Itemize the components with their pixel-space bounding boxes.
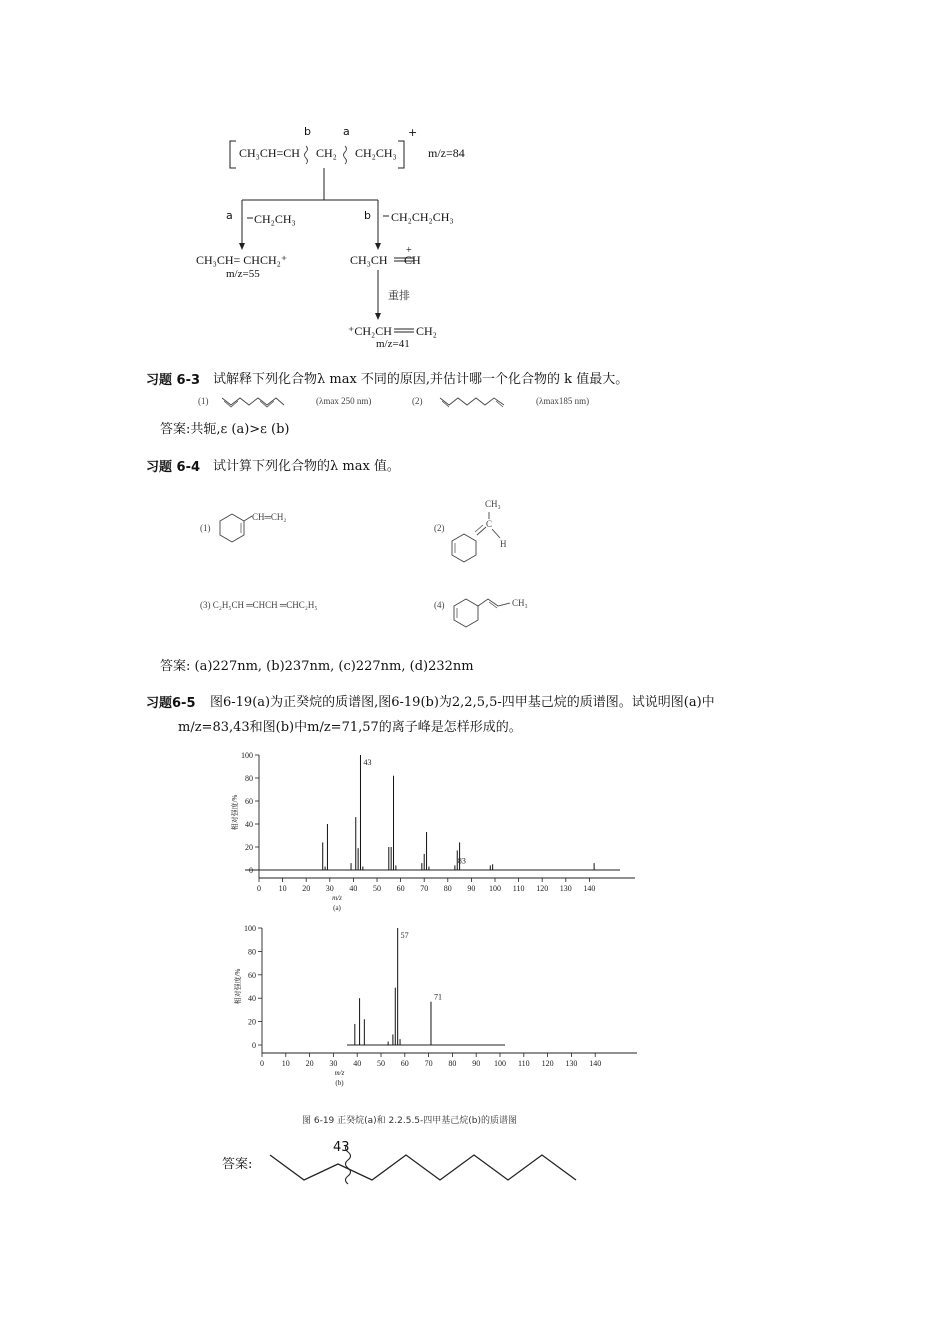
ex64-label: 习题 6-4 bbox=[146, 460, 201, 475]
ex65-question-line1: 图6-19(a)为正癸烷的质谱图,图6-19(b)为2,2,5,5-四甲基己烷的质谱图。试说明图(a)中 bbox=[210, 695, 715, 710]
ex63-c2-structure bbox=[440, 395, 520, 409]
ex64-c1-num: (1) bbox=[200, 523, 211, 533]
y-tick-label-b: 40 bbox=[248, 994, 256, 1004]
ex63-c2-lambda: (λmax185 nm) bbox=[536, 396, 590, 406]
y-tick-label-b: 100 bbox=[244, 924, 256, 933]
product-b-end: CH bbox=[404, 253, 421, 267]
product-a: CH₃CH= CHCH₂⁺ bbox=[196, 253, 288, 267]
y-tick-label-b: 20 bbox=[248, 1017, 256, 1027]
peak-label-b: 57 bbox=[400, 931, 409, 940]
ex64-c3: (3) C₂H₅CH ═CHCH ═CHC₂H₅ bbox=[200, 600, 318, 610]
x-tick-label-a: 140 bbox=[583, 884, 596, 893]
ex64-c4-ch3: CH₃ bbox=[512, 598, 528, 608]
ex63-c1-num: (1) bbox=[198, 396, 209, 406]
subplot-label-a: (a) bbox=[333, 904, 341, 912]
molecular-ion-end: CH₂CH₃ bbox=[355, 146, 397, 160]
ex64-c2-num: (2) bbox=[434, 523, 445, 533]
peak-label-b: 71 bbox=[433, 992, 442, 1002]
charge-sign: + bbox=[408, 126, 418, 139]
x-tick-label-a: 30 bbox=[325, 884, 334, 893]
branch-a-loss: CH₂CH₃ bbox=[254, 212, 296, 226]
ex63-c1-structure bbox=[222, 395, 302, 409]
x-tick-label-a: 20 bbox=[302, 884, 311, 893]
ex65-question-line2: m/z=83,43和图(b)中m/z=71,57的离子峰是怎样形成的。 bbox=[178, 720, 522, 735]
y-tick-label-b: 80 bbox=[248, 947, 256, 957]
y-tick-label-a: 40 bbox=[245, 820, 253, 829]
y-tick-label-a: 20 bbox=[245, 843, 253, 852]
ex63-label: 习题 6-3 bbox=[146, 373, 201, 388]
ex65-answer-label: 答案: bbox=[222, 1157, 253, 1172]
parent-mz: m/z=84 bbox=[428, 146, 465, 160]
product-a-mz: m/z=55 bbox=[226, 268, 260, 280]
peak-label-a: 43 bbox=[363, 758, 372, 767]
mass-spectra bbox=[0, 740, 950, 1140]
branch-a-label: a bbox=[226, 209, 233, 222]
y-tick-label-a: 80 bbox=[245, 774, 253, 783]
y-tick-label-a: 100 bbox=[241, 751, 253, 760]
x-tick-label-a: 10 bbox=[278, 884, 287, 893]
x-tick-label-b: 70 bbox=[424, 1059, 433, 1068]
x-tick-label-a: 130 bbox=[559, 884, 572, 893]
x-axis-title-b: m/z bbox=[334, 1069, 345, 1077]
ex65-label: 习题6-5 bbox=[146, 696, 196, 711]
ex64-c4-num: (4) bbox=[434, 600, 445, 610]
x-axis-title-a: m/z bbox=[332, 894, 342, 902]
y-tick-label-b: 60 bbox=[248, 970, 256, 980]
x-tick-label-a: 100 bbox=[489, 884, 501, 893]
molecular-ion-mid: CH₂ bbox=[316, 146, 337, 160]
y-axis-title-b: 相对强度/% bbox=[234, 968, 242, 1005]
ex64-question: 试计算下列化合物的λ max 值。 bbox=[213, 459, 400, 474]
ex65-answer-cut-label: 43 bbox=[333, 1140, 350, 1155]
product-c-mz: m/z=41 bbox=[376, 338, 410, 350]
ex64-c2-ch3: CH₃ bbox=[485, 499, 501, 509]
ex64-c2-h: H bbox=[500, 539, 507, 549]
peak-label-a: 83 bbox=[457, 856, 466, 866]
x-tick-label-a: 60 bbox=[396, 884, 405, 893]
x-tick-label-b: 100 bbox=[494, 1059, 506, 1068]
decane-skeleton bbox=[260, 1152, 600, 1202]
x-tick-label-b: 80 bbox=[448, 1059, 457, 1068]
product-c: ⁺CH₂CH bbox=[348, 324, 392, 338]
x-tick-label-b: 130 bbox=[565, 1059, 578, 1068]
x-tick-label-b: 10 bbox=[281, 1059, 290, 1068]
ex63-c2-num: (2) bbox=[412, 396, 423, 406]
y-axis-title-a: 相对强度/% bbox=[231, 794, 239, 831]
x-tick-label-a: 0 bbox=[257, 884, 261, 893]
rearrange-label: 重排 bbox=[388, 289, 410, 302]
subplot-label-b: (b) bbox=[335, 1079, 344, 1087]
ex64-answer: 答案: (a)227nm, (b)237nm, (c)227nm, (d)232nm bbox=[160, 659, 474, 674]
x-tick-label-b: 0 bbox=[260, 1059, 264, 1068]
x-tick-label-a: 80 bbox=[443, 884, 452, 893]
x-tick-label-b: 140 bbox=[589, 1059, 602, 1068]
x-tick-label-a: 70 bbox=[420, 884, 429, 893]
x-tick-label-a: 120 bbox=[536, 884, 549, 893]
y-tick-label-b: 0 bbox=[252, 1041, 256, 1050]
x-tick-label-a: 90 bbox=[467, 884, 476, 893]
product-b: CH₃CH bbox=[350, 253, 388, 267]
x-tick-label-b: 110 bbox=[517, 1059, 530, 1068]
y-tick-label-a: 60 bbox=[245, 797, 253, 806]
cleavage-a-label: a bbox=[343, 125, 350, 138]
x-tick-label-b: 120 bbox=[541, 1059, 554, 1068]
scheme-lines bbox=[0, 0, 950, 360]
x-tick-label-a: 110 bbox=[512, 884, 525, 893]
product-c-end: CH₂ bbox=[416, 324, 437, 338]
figure-caption: 图 6-19 正癸烷(a)和 2.2.5.5-四甲基己烷(b)的质谱图 bbox=[302, 1116, 518, 1126]
product-b-charge: + bbox=[406, 245, 412, 256]
x-tick-label-b: 60 bbox=[400, 1059, 409, 1068]
ex64-c2-structure bbox=[450, 507, 520, 567]
x-tick-label-b: 40 bbox=[353, 1059, 362, 1068]
ex64-c2-c: C bbox=[486, 519, 493, 529]
ex64-c1-sub: CH═CH₂ bbox=[252, 512, 287, 522]
x-tick-label-b: 30 bbox=[329, 1059, 338, 1068]
x-tick-label-a: 50 bbox=[373, 884, 381, 893]
x-tick-label-b: 90 bbox=[472, 1059, 481, 1068]
x-tick-label-b: 20 bbox=[305, 1059, 314, 1068]
y-tick-label-a: 0 bbox=[249, 866, 253, 875]
branch-b-label: b bbox=[364, 209, 371, 222]
x-tick-label-a: 40 bbox=[349, 884, 358, 893]
cleavage-b-label: b bbox=[304, 125, 311, 138]
branch-b-loss: CH₂CH₂CH₃ bbox=[391, 210, 454, 224]
ex63-answer: 答案:共轭,ε (a)>ε (b) bbox=[160, 422, 290, 437]
molecular-ion-start: CH₃CH=CH bbox=[239, 146, 300, 160]
ex63-question: 试解释下列化合物λ max 不同的原因,并估计哪一个化合物的 k 值最大。 bbox=[213, 372, 629, 387]
ex63-c1-lambda: (λmax 250 nm) bbox=[316, 396, 372, 406]
x-tick-label-b: 50 bbox=[377, 1059, 385, 1068]
